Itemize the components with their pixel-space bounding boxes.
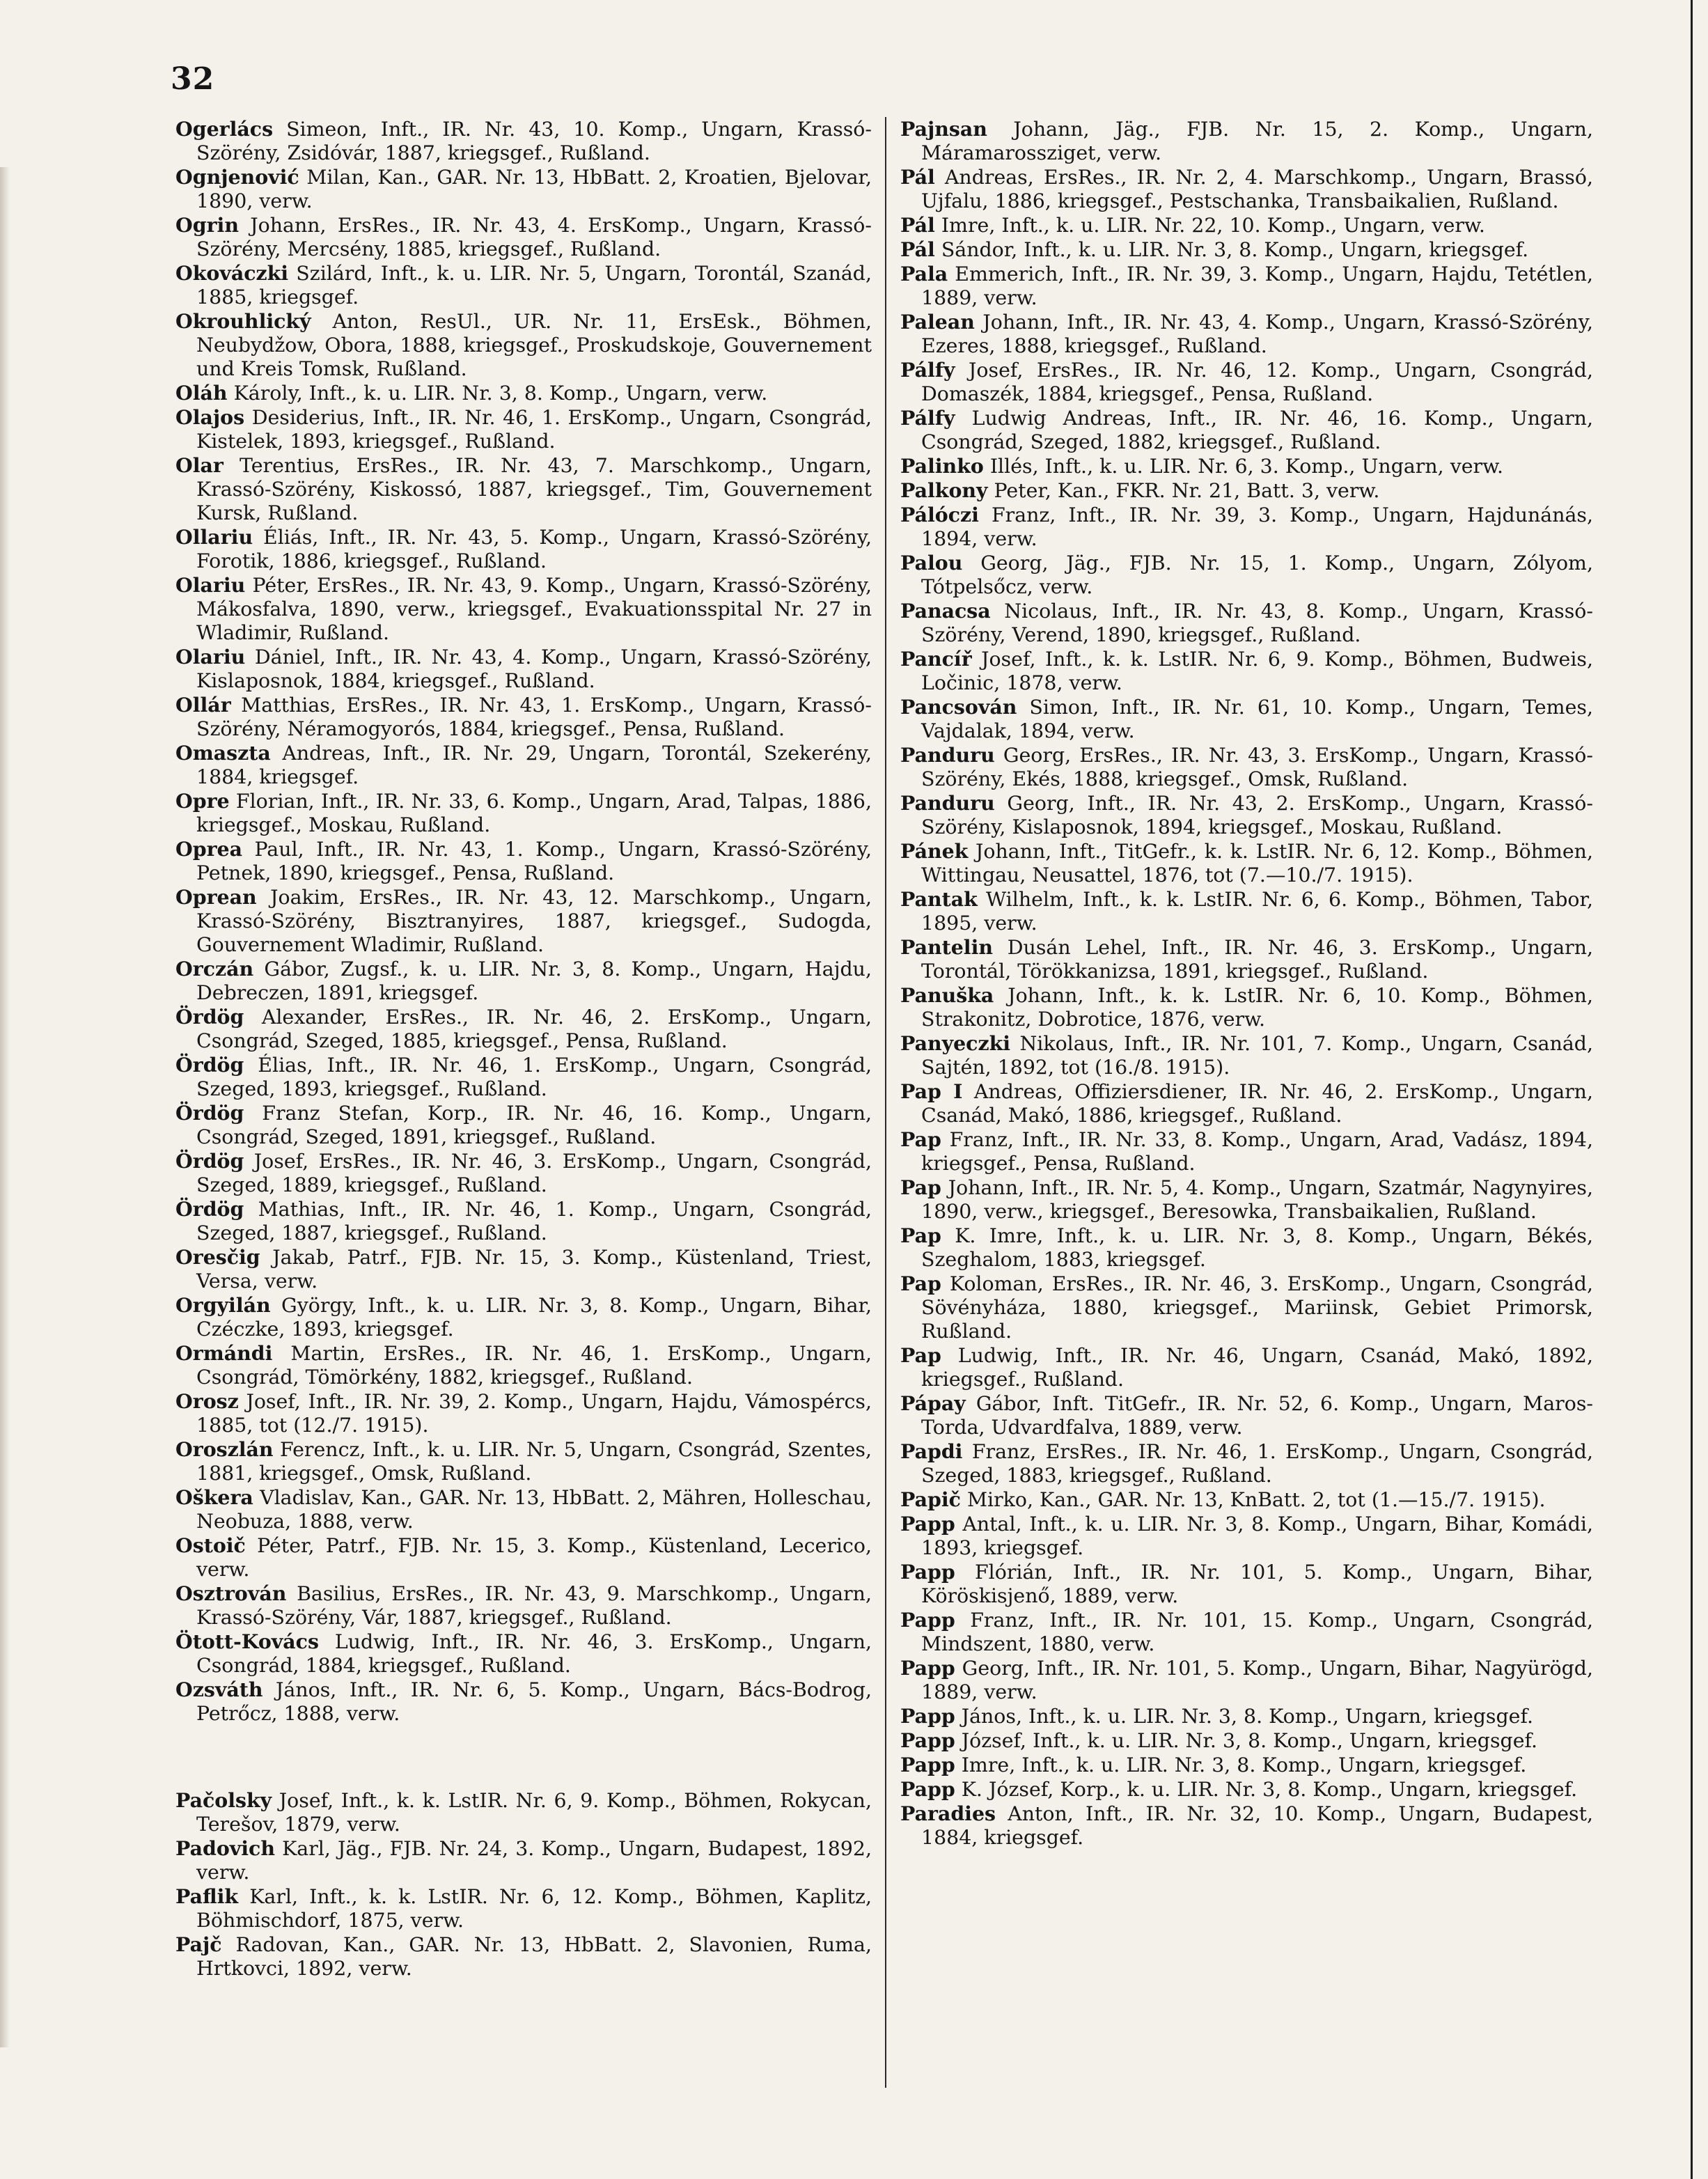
entry	[175, 789, 872, 837]
entry-name: Pajnsan	[900, 117, 987, 141]
entry-name: Pap	[900, 1176, 941, 1199]
entry	[900, 1224, 1593, 1272]
entry-name: Pap	[900, 1224, 941, 1247]
entry-name: Oresčig	[175, 1245, 260, 1269]
entry-details: Milan, Kan., GAR. Nr. 13, HbBatt. 2, Kroatien, Bjelovar, 1890, verw.	[196, 166, 872, 212]
entry-details: Gábor, Inft. TitGefr., IR. Nr. 52, 6. Komp., Ungarn, Maros-Torda, Udvardfalva, 1889, verw.	[921, 1392, 1594, 1439]
entry	[175, 885, 872, 957]
entry-details: György, Inft., k. u. LIR. Nr. 3, 8. Komp., Ungarn, Bihar, Czéczke, 1893, kriegsgef.	[196, 1294, 872, 1341]
entry-details: Károly, Inft., k. u. LIR. Nr. 3, 8. Komp., Ungarn, verw.	[233, 382, 768, 405]
entry-name: Ozsváth	[175, 1678, 263, 1701]
entry-details: Péter, ErsRes., IR. Nr. 43, 9. Komp., Ungarn, Krassó-Szörény, Mákosfalva, 1890, verw., kriegsgef., Evakuationsspital Nr. 27 in Wladimir, Rußland.	[196, 574, 872, 644]
entry	[175, 1197, 872, 1245]
entry-details: Gábor, Zugsf., k. u. LIR. Nr. 3, 8. Komp., Ungarn, Hajdu, Debreczen, 1891, kriegsgef.	[196, 958, 872, 1004]
entry-details: Nikolaus, Inft., IR. Nr. 101, 7. Komp., Ungarn, Csanád, Sajtén, 1892, tot (16./8. 1915).	[921, 1032, 1593, 1079]
entry	[175, 1533, 872, 1581]
entry-name: Ördög	[175, 1149, 244, 1173]
entry	[175, 1581, 872, 1630]
entry-name: Papp	[900, 1512, 955, 1536]
entry	[175, 1884, 872, 1932]
entry-name: Pál	[900, 237, 935, 261]
entry-details: Paul, Inft., IR. Nr. 43, 1. Komp., Ungarn, Krassó-Szörény, Petnek, 1890, kriegsgef., Pensa, Rußland.	[196, 838, 872, 884]
entry	[175, 1389, 872, 1437]
entry-details: Josef, Inft., IR. Nr. 39, 2. Komp., Ungarn, Hajdu, Vámospércs, 1885, tot (12./7. 1915).	[196, 1390, 872, 1437]
entry-name: Papp	[900, 1753, 955, 1776]
entry-details: Georg, Inft., IR. Nr. 101, 5. Komp., Ungarn, Bihar, Nagyürögd, 1889, verw.	[921, 1657, 1593, 1703]
entry-name: Panyeczki	[900, 1031, 1011, 1055]
entry-name: Oláh	[175, 381, 228, 405]
entry	[175, 1293, 872, 1341]
entry	[175, 645, 872, 693]
entry-name: Oprea	[175, 837, 242, 861]
entry	[175, 213, 872, 261]
entry-details: Simeon, Inft., IR. Nr. 43, 10. Komp., Ungarn, Krassó-Szörény, Zsidóvár, 1887, kriegsgef., Rußland.	[196, 118, 872, 164]
entry-details: Franz, ErsRes., IR. Nr. 46, 1. ErsKomp., Ungarn, Csongrád, Szeged, 1883, kriegsgef., Rußland.	[921, 1440, 1593, 1487]
entry-name: Ogrin	[175, 213, 239, 237]
entry-name: Ostoič	[175, 1533, 246, 1557]
entry-name: Pantelin	[900, 935, 994, 959]
entry-details: Ludwig Andreas, Inft., IR. Nr. 46, 16. Komp., Ungarn, Csongrád, Szeged, 1882, kriegsgef., Rußland.	[921, 407, 1593, 453]
entry-name: Pánek	[900, 839, 969, 863]
entry	[900, 310, 1593, 358]
entry	[175, 1678, 872, 1726]
entry-name: Papp	[900, 1728, 955, 1752]
entry-details: Éliás, Inft., IR. Nr. 43, 5. Komp., Ungarn, Krassó-Szörény, Forotik, 1886, kriegsgef., Rußland.	[196, 526, 872, 572]
entry	[175, 1341, 872, 1389]
entry-details: Péter, Patrf., FJB. Nr. 15, 3. Komp., Küstenland, Lecerico, verw.	[196, 1534, 872, 1581]
entry-details: Johann, Inft., IR. Nr. 43, 4. Komp., Ungarn, Krassó-Szörény, Ezeres, 1888, kriegsgef., Rußland.	[921, 311, 1593, 357]
entry-details: Ferencz, Inft., k. u. LIR. Nr. 5, Ungarn, Csongrád, Szentes, 1881, kriegsgef., Omsk, Rußland.	[196, 1438, 872, 1485]
entry-details: Antal, Inft., k. u. LIR. Nr. 3, 8. Komp., Ungarn, Bihar, Komádi, 1893, kriegsgef.	[921, 1513, 1593, 1559]
entry-details: Johann, Inft., k. k. LstIR. Nr. 6, 10. Komp., Böhmen, Strakonitz, Dobrotice, 1876, verw.	[921, 984, 1593, 1031]
entry	[900, 551, 1593, 599]
entry-name: Palean	[900, 310, 975, 334]
entry	[900, 1272, 1593, 1343]
entry-name: Olajos	[175, 405, 245, 429]
entry-name: Ogerlács	[175, 117, 274, 141]
entry-details: Dusán Lehel, Inft., IR. Nr. 46, 3. ErsKomp., Ungarn, Torontál, Törökkanizsa, 1891, kriegsgef., Rußland.	[921, 936, 1594, 983]
entry-details: K. József, Korp., k. u. LIR. Nr. 3, 8. Komp., Ungarn, kriegsgef.	[961, 1778, 1578, 1801]
entry-name: Ollár	[175, 693, 231, 717]
entry-details: Flórián, Inft., IR. Nr. 101, 5. Komp., Ungarn, Bihar, Köröskisjenő, 1889, verw.	[921, 1561, 1593, 1607]
entry-name: Pancíř	[900, 647, 972, 671]
entry-name: Papp	[900, 1777, 955, 1801]
entry-name: Palkony	[900, 478, 988, 502]
entry-name: Pál	[900, 213, 935, 237]
entry	[175, 309, 872, 381]
entry-details: Karl, Jäg., FJB. Nr. 24, 3. Komp., Ungarn, Budapest, 1892, verw.	[196, 1837, 872, 1884]
entry-name: Pačolsky	[175, 1788, 272, 1812]
entry-details: Georg, Inft., IR. Nr. 43, 2. ErsKomp., Ungarn, Krassó-Szörény, Kislaposnok, 1894, kriegsgef., Moskau, Rußland.	[921, 792, 1593, 838]
entry	[900, 358, 1593, 406]
entry-details: Johann, ErsRes., IR. Nr. 43, 4. ErsKomp., Ungarn, Krassó-Szörény, Mercsény, 1885, kriegsgef., Rußland.	[196, 214, 872, 260]
entry-name: Pap	[900, 1272, 941, 1295]
entry	[900, 839, 1593, 887]
entry	[175, 1788, 872, 1836]
entry-details: Ludwig, Inft., IR. Nr. 46, Ungarn, Csanád, Makó, 1892, kriegsgef., Rußland.	[921, 1344, 1593, 1391]
entry-name: Olariu	[175, 573, 246, 597]
entry	[900, 213, 1593, 237]
entry-details: Franz, Inft., IR. Nr. 101, 15. Komp., Ungarn, Csongrád, Mindszent, 1880, verw.	[921, 1609, 1594, 1655]
entry-name: Ördög	[175, 1005, 244, 1029]
column-divider	[885, 117, 886, 2088]
entry-name: Paflik	[175, 1884, 239, 1908]
entry-details: Franz Stefan, Korp., IR. Nr. 46, 16. Komp., Ungarn, Csongrád, Szeged, 1891, kriegsgef., Rußland.	[196, 1102, 872, 1148]
entry-details: Sándor, Inft., k. u. LIR. Nr. 3, 8. Komp., Ungarn, kriegsgef.	[941, 238, 1529, 261]
left-group-o	[175, 117, 872, 1726]
entry	[900, 237, 1593, 262]
entry	[900, 454, 1593, 478]
entry-details: Franz, Inft., IR. Nr. 33, 8. Komp., Ungarn, Arad, Vadász, 1894, kriegsgef., Pensa, Rußland.	[921, 1128, 1593, 1175]
entry-details: Dániel, Inft., IR. Nr. 43, 4. Komp., Ungarn, Krassó-Szörény, Kislaposnok, 1884, kriegsgef., Rußland.	[196, 646, 872, 692]
entry-name: Orgyilán	[175, 1293, 271, 1317]
entry	[900, 1391, 1593, 1439]
entry-details: Johann, Inft., TitGefr., k. k. LstIR. Nr. 6, 12. Komp., Böhmen, Wittingau, Neusattel, 1876, tot (7.—10./7. 1915).	[921, 840, 1593, 887]
entry	[175, 957, 872, 1005]
entry-name: Pálóczi	[900, 503, 979, 526]
entry	[900, 743, 1593, 791]
entry	[175, 1630, 872, 1678]
entry-details: Josef, ErsRes., IR. Nr. 46, 12. Komp., Ungarn, Csongrád, Domaszék, 1884, kriegsgef., Pensa, Rußland.	[921, 359, 1594, 405]
entry	[900, 935, 1593, 983]
entry-details: Basilius, ErsRes., IR. Nr. 43, 9. Marschkomp., Ungarn, Krassó-Szörény, Vár, 1887, kriegsgef., Rußland.	[196, 1582, 872, 1629]
entry	[900, 117, 1593, 165]
entry-details: József, Inft., k. u. LIR. Nr. 3, 8. Komp., Ungarn, kriegsgef.	[961, 1729, 1538, 1752]
entry-details: K. Imre, Inft., k. u. LIR. Nr. 3, 8. Komp., Ungarn, Békés, Szeghalom, 1883, kriegsgef.	[921, 1224, 1593, 1271]
entry-name: Ördög	[175, 1053, 244, 1077]
entry	[900, 1487, 1593, 1512]
entry-details: Andreas, Offiziersdiener, IR. Nr. 46, 2. ErsKomp., Ungarn, Csanád, Makó, 1886, kriegsgef., Rußland.	[921, 1080, 1593, 1127]
entry-name: Oprean	[175, 885, 257, 909]
entry-details: Anton, ResUl., UR. Nr. 11, ErsEsk., Böhmen, Neubydžow, Obora, 1888, kriegsgef., Proskudskoje, Gouvernement und Kreis Tomsk, Rußland.	[196, 310, 872, 380]
entry	[175, 261, 872, 309]
entry	[900, 887, 1593, 935]
entry	[175, 165, 872, 213]
entry	[900, 791, 1593, 839]
entry	[175, 117, 872, 165]
entry	[900, 1176, 1593, 1224]
entry	[900, 1512, 1593, 1560]
entry-details: Mathias, Inft., IR. Nr. 46, 1. Komp., Ungarn, Csongrád, Szeged, 1887, kriegsgef., Rußland.	[196, 1198, 872, 1244]
entry-name: Pajč	[175, 1932, 222, 1956]
entry	[175, 1245, 872, 1293]
entry-details: Peter, Kan., FKR. Nr. 21, Batt. 3, verw.	[994, 479, 1380, 502]
entry-name: Oškera	[175, 1485, 253, 1509]
entry-name: Palinko	[900, 454, 984, 478]
entry	[175, 1149, 872, 1197]
entry-details: Anton, Inft., IR. Nr. 32, 10. Komp., Ungarn, Budapest, 1884, kriegsgef.	[921, 1802, 1593, 1849]
entry	[175, 1485, 872, 1533]
entry-name: Orosz	[175, 1389, 239, 1413]
entry	[900, 1439, 1593, 1487]
entry-details: Karl, Inft., k. k. LstIR. Nr. 6, 12. Komp., Böhmen, Kaplitz, Böhmischdorf, 1875, verw.	[196, 1885, 872, 1932]
entry	[900, 647, 1593, 695]
entry-name: Opre	[175, 789, 230, 813]
entry	[900, 1560, 1593, 1608]
entry-details: Jakab, Patrf., FJB. Nr. 15, 3. Komp., Küstenland, Triest, Versa, verw.	[196, 1246, 872, 1292]
page-edge-shadow	[0, 167, 10, 2047]
entry-name: Paradies	[900, 1802, 996, 1825]
entry-details: Desiderius, Inft., IR. Nr. 46, 1. ErsKomp., Ungarn, Csongrád, Kistelek, 1893, kriegsgef., Rußland.	[196, 406, 872, 453]
page-number: 32	[171, 61, 215, 97]
entry	[175, 837, 872, 885]
left-group-p	[175, 1788, 872, 1981]
entry	[900, 406, 1593, 454]
entry	[900, 1753, 1593, 1777]
entry	[175, 1932, 872, 1981]
entry-name: Osztrován	[175, 1581, 287, 1605]
entry-details: Alexander, ErsRes., IR. Nr. 46, 2. ErsKomp., Ungarn, Csongrád, Szeged, 1885, kriegsgef., Pensa, Rußland.	[196, 1006, 872, 1052]
entry-name: Okováczki	[175, 261, 289, 285]
entry	[175, 453, 872, 525]
entry-name: Pálfy	[900, 406, 955, 430]
entry-name: Ormándi	[175, 1341, 273, 1365]
entry-details: Andreas, Inft., IR. Nr. 29, Ungarn, Torontál, Szekerény, 1884, kriegsgef.	[196, 742, 872, 788]
entry	[900, 165, 1593, 213]
entry	[900, 695, 1593, 743]
entry	[900, 1079, 1593, 1127]
entry	[900, 478, 1593, 503]
entry-name: Pap I	[900, 1079, 963, 1103]
entry	[900, 1127, 1593, 1176]
entry-name: Ollariu	[175, 525, 253, 549]
entry-name: Pantak	[900, 887, 978, 911]
entry-name: Papp	[900, 1560, 955, 1584]
left-column	[175, 117, 872, 1981]
entry-details: Joakim, ErsRes., IR. Nr. 43, 12. Marschkomp., Ungarn, Krassó-Szörény, Bisztranyires, 1887, kriegsgef., Sudogda, Gouvernement Wladimir, Rußland.	[196, 886, 872, 956]
entry-details: Andreas, ErsRes., IR. Nr. 2, 4. Marschkomp., Ungarn, Brassó, Ujfalu, 1886, kriegsgef., Pestschanka, Transbaikalien, Rußland.	[921, 166, 1593, 212]
entry-name: Okrouhlický	[175, 309, 311, 333]
entry-name: Ördög	[175, 1197, 244, 1221]
entry-details: Vladislav, Kan., GAR. Nr. 13, HbBatt. 2, Mähren, Holleschau, Neobuza, 1888, verw.	[196, 1486, 872, 1533]
entry-name: Papdi	[900, 1439, 963, 1463]
entry-name: Papp	[900, 1704, 955, 1728]
entry	[175, 381, 872, 405]
entry	[175, 573, 872, 645]
entry-details: Martin, ErsRes., IR. Nr. 46, 1. ErsKomp., Ungarn, Csongrád, Tömörkény, 1882, kriegsgef., Rußland.	[196, 1342, 872, 1389]
entry-name: Panduru	[900, 743, 995, 767]
section-gap	[175, 1726, 872, 1788]
entry-details: Georg, ErsRes., IR. Nr. 43, 3. ErsKomp., Ungarn, Krassó-Szörény, Ekés, 1888, kriegsgef., Omsk, Rußland.	[921, 744, 1593, 790]
entry	[175, 1005, 872, 1053]
entry-details: Georg, Jäg., FJB. Nr. 15, 1. Komp., Ungarn, Zólyom, Tótpelsőcz, verw.	[921, 552, 1593, 598]
entry-details: Mirko, Kan., GAR. Nr. 13, KnBatt. 2, tot (1.—15./7. 1915).	[966, 1488, 1546, 1511]
entry	[175, 693, 872, 741]
entry-name: Ognjenović	[175, 165, 299, 189]
entry-name: Pap	[900, 1127, 941, 1151]
entry-name: Pap	[900, 1343, 941, 1367]
entry	[900, 1608, 1593, 1656]
entry-name: Orczán	[175, 957, 254, 981]
entry-details: Emmerich, Inft., IR. Nr. 39, 3. Komp., Ungarn, Hajdu, Tetétlen, 1889, verw.	[921, 263, 1593, 309]
entry	[900, 1728, 1593, 1753]
entry-details: Koloman, ErsRes., IR. Nr. 46, 3. ErsKomp., Ungarn, Csongrád, Sövényháza, 1880, kriegsgef., Mariinsk, Gebiet Primorsk, Rußland.	[921, 1272, 1594, 1343]
entry-details: Imre, Inft., k. u. LIR. Nr. 3, 8. Komp., Ungarn, kriegsgef.	[961, 1754, 1527, 1776]
entry-name: Olar	[175, 453, 224, 477]
entry-details: Wilhelm, Inft., k. k. LstIR. Nr. 6, 6. Komp., Böhmen, Tabor, 1895, verw.	[921, 888, 1593, 935]
entry-details: Terentius, ErsRes., IR. Nr. 43, 7. Marschkomp., Ungarn, Krassó-Szörény, Kiskossó, 1887, kriegsgef., Tim, Gouvernement Kursk, Rußland.	[196, 454, 872, 524]
entry-details: Matthias, ErsRes., IR. Nr. 43, 1. ErsKomp., Ungarn, Krassó-Szörény, Néramogyorós, 1884, kriegsgef., Pensa, Rußland.	[196, 694, 872, 740]
entry	[900, 503, 1593, 551]
entry	[175, 1836, 872, 1884]
right-column	[900, 117, 1593, 1850]
entry	[900, 1031, 1593, 1079]
entry-name: Ördög	[175, 1101, 244, 1125]
entry	[900, 1777, 1593, 1802]
entry-name: Papp	[900, 1608, 955, 1632]
entry	[175, 741, 872, 789]
entry-name: Pancsován	[900, 695, 1017, 719]
entry-details: Johann, Jäg., FJB. Nr. 15, 2. Komp., Ungarn, Máramarossziget, verw.	[921, 118, 1593, 164]
entry-name: Pápay	[900, 1391, 966, 1415]
entry-name: Papič	[900, 1487, 961, 1511]
entry-name: Palou	[900, 551, 963, 575]
entry-name: Panuška	[900, 983, 994, 1007]
entry-details: János, Inft., k. u. LIR. Nr. 3, 8. Komp., Ungarn, kriegsgef.	[961, 1705, 1533, 1728]
entry	[900, 1704, 1593, 1728]
entry-details: Simon, Inft., IR. Nr. 61, 10. Komp., Ungarn, Temes, Vajdalak, 1894, verw.	[921, 696, 1593, 742]
entry-details: Josef, Inft., k. k. LstIR. Nr. 6, 9. Komp., Böhmen, Budweis, Ločinic, 1878, verw.	[921, 648, 1593, 694]
page-edge-line	[1691, 0, 1693, 2179]
entry-details: Imre, Inft., k. u. LIR. Nr. 22, 10. Komp., Ungarn, verw.	[941, 214, 1485, 237]
entry	[900, 983, 1593, 1031]
entry-name: Ötott-Kovács	[175, 1630, 319, 1653]
entry	[175, 1437, 872, 1485]
entry-details: Élias, Inft., IR. Nr. 46, 1. ErsKomp., Ungarn, Csongrád, Szeged, 1893, kriegsgef., Rußland.	[196, 1054, 872, 1100]
entry-name: Padovich	[175, 1836, 275, 1860]
entry-details: János, Inft., IR. Nr. 6, 5. Komp., Ungarn, Bács-Bodrog, Petrőcz, 1888, verw.	[196, 1678, 872, 1725]
entry-name: Olariu	[175, 645, 246, 669]
entry	[175, 1053, 872, 1101]
entry-name: Pálfy	[900, 358, 955, 382]
entry-name: Omaszta	[175, 741, 271, 765]
entry-name: Papp	[900, 1656, 955, 1680]
entry-name: Pala	[900, 262, 948, 286]
entry-details: Josef, Inft., k. k. LstIR. Nr. 6, 9. Komp., Böhmen, Rokycan, Terešov, 1879, verw.	[196, 1789, 872, 1836]
entry-details: Ludwig, Inft., IR. Nr. 46, 3. ErsKomp., Ungarn, Csongrád, 1884, kriegsgef., Rußland.	[196, 1630, 872, 1677]
entry	[900, 262, 1593, 310]
entry-name: Panacsa	[900, 599, 991, 623]
entry-details: Illés, Inft., k. u. LIR. Nr. 6, 3. Komp., Ungarn, verw.	[989, 455, 1504, 478]
entry	[900, 1802, 1593, 1850]
entry-name: Panduru	[900, 791, 995, 815]
entry-name: Pál	[900, 165, 935, 189]
entry-details: Franz, Inft., IR. Nr. 39, 3. Komp., Ungarn, Hajdunánás, 1894, verw.	[921, 503, 1594, 550]
entry	[900, 599, 1593, 647]
entry-details: Florian, Inft., IR. Nr. 33, 6. Komp., Ungarn, Arad, Talpas, 1886, kriegsgef., Moskau, Rußland.	[196, 790, 872, 836]
entry-details: Nicolaus, Inft., IR. Nr. 43, 8. Komp., Ungarn, Krassó-Szörény, Verend, 1890, kriegsgef., Rußland.	[921, 600, 1593, 646]
entry	[175, 405, 872, 453]
entry	[900, 1656, 1593, 1704]
entry-details: Johann, Inft., IR. Nr. 5, 4. Komp., Ungarn, Szatmár, Nagynyires, 1890, verw., kriegsgef., Beresowka, Transbaikalien, Rußland.	[921, 1176, 1593, 1223]
entry-details: Szilárd, Inft., k. u. LIR. Nr. 5, Ungarn, Torontál, Szanád, 1885, kriegsgef.	[196, 262, 872, 309]
entry-name: Oroszlán	[175, 1437, 274, 1461]
entry	[175, 525, 872, 573]
entry-details: Radovan, Kan., GAR. Nr. 13, HbBatt. 2, Slavonien, Ruma, Hrtkovci, 1892, verw.	[196, 1933, 872, 1980]
entry	[900, 1343, 1593, 1391]
entry	[175, 1101, 872, 1149]
entry-details: Josef, ErsRes., IR. Nr. 46, 3. ErsKomp., Ungarn, Csongrád, Szeged, 1889, kriegsgef., Rußland.	[196, 1150, 872, 1196]
